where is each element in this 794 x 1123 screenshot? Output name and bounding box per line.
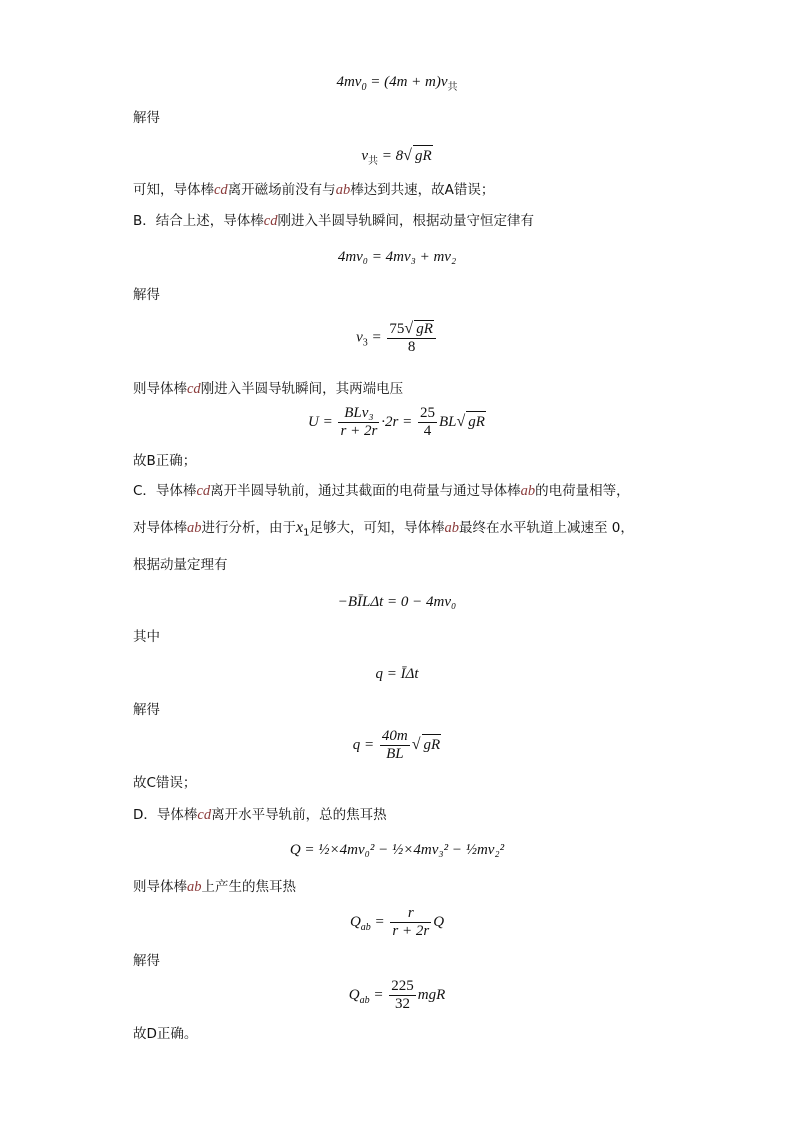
text-jiede-4: 解得 [133,953,160,969]
text-option-c-2: 对导体棒ab进行分析，由于$x_1$足够大，可知，导体棒ab最终在水平轨道上减速至 0， [133,519,634,539]
text-option-c-3: 根据动量定理有 [133,557,228,573]
equation-heat-ab-ratio: $Q_{ab}$ = $\frac{r}{r + 2r}$ Q [349,905,445,939]
equation-v3: $v_3$ = $\frac{75√ gR}{8}$ [0,320,794,356]
equation-impulse: −BĪLΔt = 0 − 4mv₀ [337,594,457,610]
text-voltage-intro: 则导体棒cd刚进入半圆导轨瞬间，其两端电压 [133,381,404,397]
text-conclusion-d: 故D正确。 [133,1026,198,1042]
text-conclusion-c: 故C错误； [133,775,197,791]
text-jiede-2: 解得 [133,287,160,303]
equation-voltage: U = $\frac{\text{BLv₃}}{r + 2r}$ ·2r = $\frac{25}{4}$ BL√ gR [308,405,485,439]
text-option-d: D．导体棒cd离开水平导轨前，总的焦耳热 [133,807,387,823]
text-conclusion-b: 故B正确； [133,453,197,469]
text-qizhong: 其中 [133,629,160,645]
text-option-b: B．结合上述，导体棒cd刚进入半圆导轨瞬间，根据动量守恒定律有 [133,213,534,229]
equation-charge: q = $\frac{40m}{BL}$ √ gR [352,728,441,762]
equation-total-heat: Q = ½×4mv₀² − ½×4mv₃² − ½mv₂² [289,842,505,858]
text-option-c-1: C．导体棒cd离开半圆导轨前，通过其截面的电荷量与通过导体棒ab的电荷量相等， [133,483,630,499]
text-jiede-3: 解得 [133,702,160,718]
equation-heat-ab: $Q_{ab}$ = $\frac{225}{32}$ mgR [348,978,446,1012]
equation-momentum-shared-speed: $4mv_0 = (4m + m)v_共$ [336,74,458,93]
equation-shared-speed: $v_共 = 8√$ gR [361,147,432,167]
equation-charge-def: q = ĪΔt [375,666,419,682]
text-heat-ab-intro: 则导体棒ab上产生的焦耳热 [133,879,296,895]
equation-momentum-b: 4mv₀ = 4mv₃ + mv₂ [337,249,457,265]
text-conclusion-a: 可知，导体棒cd离开磁场前没有与ab棒达到共速，故A错误； [133,182,495,198]
text-jiede-1: 解得 [133,110,160,126]
